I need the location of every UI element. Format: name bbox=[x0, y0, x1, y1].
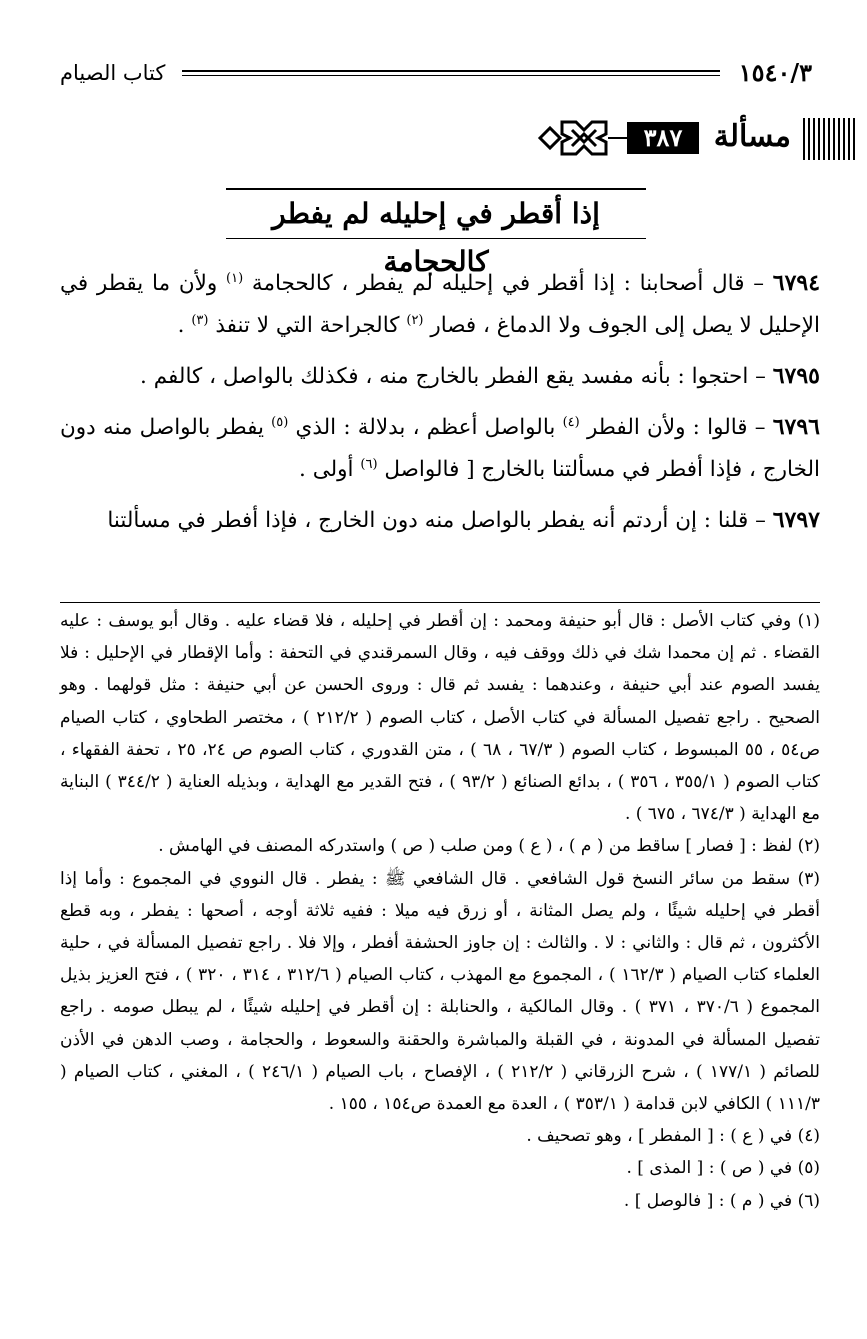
footnote-2: (٢) لفظ : [ فصار ] ساقط من ( م ) ، ( ع ) ومن صلب ( ص ) واستدركه المصنف في الهامش . bbox=[158, 836, 820, 857]
page-number: ١٥٤٠/٣ bbox=[738, 58, 812, 87]
barcode-ornament bbox=[803, 118, 857, 160]
footnotes bbox=[60, 602, 820, 1217]
footnote-6: (٦) في ( م ) : [ فالوصل ] . bbox=[623, 1190, 820, 1211]
knot-ornament-icon bbox=[536, 114, 636, 162]
footnote-4: (٤) في ( ع ) : [ المفطر ] ، وهو تصحيف . bbox=[526, 1126, 820, 1147]
header-rule bbox=[182, 70, 720, 76]
paragraph-number: ٦٧٩٧ bbox=[772, 507, 820, 533]
masala-number: ٣٨٧ bbox=[627, 122, 699, 154]
paragraph-text: . bbox=[177, 313, 185, 338]
footnote-ref: (١) bbox=[226, 270, 244, 286]
footnote-ref: (٢) bbox=[406, 312, 424, 328]
running-header bbox=[60, 58, 812, 88]
paragraph-number: ٦٧٩٦ bbox=[772, 414, 820, 440]
paragraph-text: كالجراحة التي لا تنفذ bbox=[215, 313, 400, 338]
footnote-ref: (٣) bbox=[191, 312, 209, 328]
masala-label: مسألة bbox=[713, 119, 791, 154]
paragraph-6794 bbox=[60, 262, 820, 347]
masala-banner bbox=[0, 112, 867, 164]
paragraph-6795 bbox=[60, 355, 820, 398]
paragraph-number: ٦٧٩٤ bbox=[772, 270, 821, 296]
paragraph-text: بالواصل أعظم ، بدلالة : الذي bbox=[295, 415, 556, 440]
paragraph-number: ٦٧٩٥ bbox=[772, 363, 820, 389]
paragraph-text: يفطر بالواصل منه دون الخارج ، فإذا أفطر في مسألتنا بالخارج [ فالواصل bbox=[60, 415, 820, 482]
paragraph-text: – قال أصحابنا : إذا أقطر في إحليله لم يفطر ، كالحجامة bbox=[251, 271, 764, 296]
book-title: كتاب الصيام bbox=[60, 61, 166, 85]
paragraph-text: أولى . bbox=[299, 457, 354, 482]
main-text bbox=[60, 262, 820, 550]
paragraph-text: – احتجوا : بأنه مفسد يقع الفطر بالخارج منه ، فكذلك بالواصل ، كالفم . bbox=[140, 364, 766, 389]
paragraph-text: – قلنا : إن أردتم أنه يفطر بالواصل منه دون الخارج ، فإذا أفطر في مسألتنا bbox=[107, 508, 766, 533]
chapter-title-box bbox=[226, 188, 646, 278]
paragraph-6797 bbox=[60, 499, 820, 542]
footnote-1: (١) وفي كتاب الأصل : قال أبو حنيفة ومحمد : إن أقطر في إحليله ، فلا قضاء عليه . وقال أبو يوسف : عليه القضاء . ثم إن محمدا شك في ذلك ووقف فيه ، وقال السمرقندي في التحفة : وأما الإقطار في الإحليل : فلا يفسد الصوم عند أبي حنيفة ، وعندهما : يفسد ثم قال : وروى الحسن عن أبي حنيفة : مثل قولهما . وهو الصحيح . راجع تفصيل المسألة في كتاب الأصل ، كتاب الصوم ( ٢١٢/٢ ) ، مختصر الطحاوي ، كتاب الصيام ص٥٤ ، ٥٥ المبسوط ، كتاب الصوم ( ٦٧/٣ ، ٦٨ ) ، متن القدوري ، كتاب الصوم ص ٢٤، ٢٥ ، تحفة الفقهاء ، كتاب الصوم ( ٣٥٥/١ ، ٣٥٦ ) ، بدائع الصنائع ( ٩٣/٢ ) ، فتح القدير مع الهداية ، وبذيله العناية ( ٣٤٤/٢ ) البناية مع الهداية ( ٦٧٤/٣ ، ٦٧٥ ) . bbox=[60, 611, 820, 825]
footnote-ref: (٥) bbox=[271, 414, 289, 430]
footnote-3: (٣) سقط من سائر النسخ قول الشافعي . قال الشافعي ﷺ : يفطر . قال النووي في المجموع : وأما إذا أقطر في إحليله شيئًا ، ولم يصل المثانة ، أو زرق فيه ميلا : ففيه ثلاثة أوجه ، أصحها : يفطر ، وبه قطع الأكثرون ، ثم قال : والثاني : لا . والثالث : إن جاوز الحشفة أفطر ، وإلا فلا . راجع تفصيل المسألة في ، حلية العلماء كتاب الصيام ( ١٦٢/٣ ) ، المجموع مع المهذب ، كتاب الصيام ( ٣١٢/٦ ، ٣١٤ ، ٣٢٠ ) ، فتح العزيز بذيل المجموع ( ٣٧٠/٦ ، ٣٧١ ) . وقال المالكية ، والحنابلة : إن أقطر في إحليله شيئًا ، لم يبطل صومه . راجع تفصيل المسألة في المدونة ، في القبلة والمباشرة والحقنة والسعوط ، والحجامة ، وصب الدهن في الأذن للصائم ( ١٧٧/١ ) ، شرح الزرقاني ( ٢١٢/٢ ) ، الإفصاح ، باب الصيام ( ٢٤٦/١ ) ، المغني ، كتاب الصيام ( ١١١/٣ ) الكافي لابن قدامة ( ٣٥٣/١ ) ، العدة مع العمدة ص١٥٤ ، ١٥٥ . bbox=[60, 868, 821, 1115]
footnote-ref: (٦) bbox=[360, 456, 378, 472]
chapter-title: إذا أقطر في إحليله لم يفطر كالحجامة bbox=[272, 197, 600, 278]
paragraph-6796 bbox=[60, 406, 820, 491]
footnote-ref: (٤) bbox=[562, 414, 580, 430]
paragraph-text: ولأن ما يقطر في الإحليل لا يصل إلى الجوف ولا الدماغ ، فصار bbox=[60, 271, 820, 338]
paragraph-text: – قالوا : ولأن الفطر bbox=[586, 415, 766, 440]
footnote-5: (٥) في ( ص ) : [ المذى ] . bbox=[626, 1158, 820, 1179]
